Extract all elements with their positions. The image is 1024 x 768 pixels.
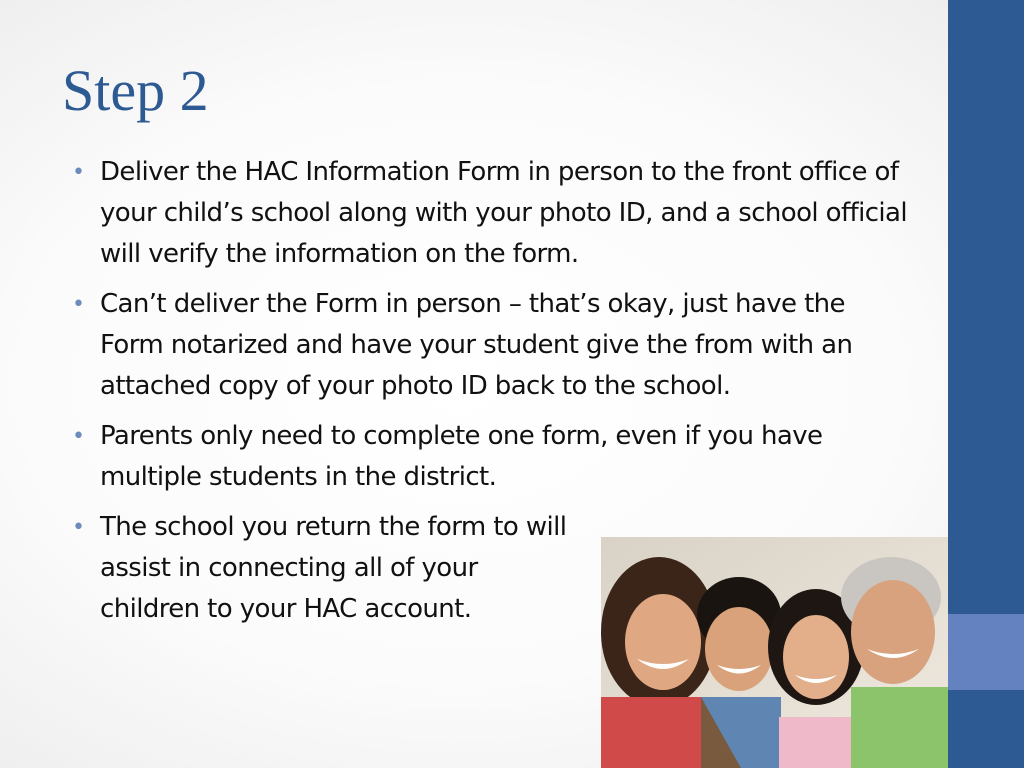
bullet-text: Can’t deliver the Form in person – that’s okay, just have the Form notarized and have your student give the from with an attached copy of your photo ID back to the school. (100, 289, 853, 401)
bullet-item (72, 416, 912, 498)
bullet-text: The school you return the form to will assist in connecting all of your children to your HAC account. (100, 512, 567, 624)
right-accent-square (948, 614, 1024, 690)
family-photo-icon (601, 537, 948, 768)
bullet-item (72, 152, 912, 275)
bullet-icon: • (72, 515, 85, 540)
bullet-icon: • (72, 292, 85, 317)
bullet-item (72, 284, 912, 407)
bullet-text: Parents only need to complete one form, even if you have multiple students in the district. (100, 421, 823, 492)
bullet-icon: • (72, 424, 85, 449)
bullet-item (72, 507, 580, 630)
slide-title: Step 2 (62, 58, 209, 123)
bullet-text: Deliver the HAC Information Form in person to the front office of your child’s school along with your photo ID, and a school official will verify the information on the form. (100, 157, 907, 269)
bullet-icon: • (72, 160, 85, 185)
